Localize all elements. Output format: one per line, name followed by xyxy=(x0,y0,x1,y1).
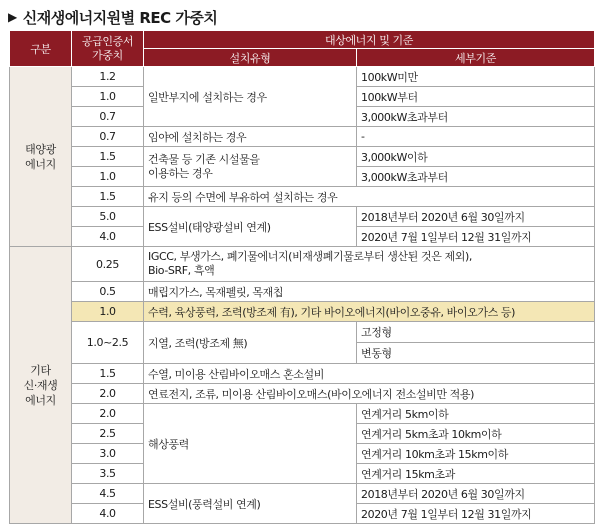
table-row xyxy=(10,247,595,282)
type-cell: ESS설비(풍력설비 연계) xyxy=(144,484,357,524)
header-category: 구분 xyxy=(10,31,72,67)
table-row xyxy=(10,207,595,227)
table-row xyxy=(10,282,595,302)
detail-cell: 2018년부터 2020년 6월 30일까지 xyxy=(357,207,595,227)
table-row xyxy=(10,364,595,384)
table-row xyxy=(10,187,595,207)
detail-cell: 2020년 7월 1일부터 12월 31일까지 xyxy=(357,504,595,524)
category-other: 기타 신·재생 에너지 xyxy=(10,247,72,524)
type-cell: ESS설비(태양광설비 연계) xyxy=(144,207,357,247)
detail-cell: 연계거리 5km이하 xyxy=(357,404,595,424)
type-cell: 수력, 육상풍력, 조력(방조제 有), 기타 바이오에너지(바이오중유, 바이오가스 등) xyxy=(144,302,595,322)
triangle-bullet-icon: ▶ xyxy=(8,10,17,24)
detail-cell: 고정형 xyxy=(357,322,595,343)
header-type: 설치유형 xyxy=(144,49,357,67)
weight-cell: 1.0 xyxy=(72,302,144,322)
weight-cell: 2.0 xyxy=(72,384,144,404)
weight-cell: 0.7 xyxy=(72,107,144,127)
type-cell: 연료전지, 조류, 미이용 산림바이오매스(바이오에너지 전소설비만 적용) xyxy=(144,384,595,404)
weight-cell: 1.5 xyxy=(72,364,144,384)
table-row xyxy=(10,322,595,343)
table-row xyxy=(10,404,595,424)
detail-cell: 연계거리 10km초과 15km이하 xyxy=(357,444,595,464)
table-row-highlighted xyxy=(10,302,595,322)
weight-cell: 0.7 xyxy=(72,127,144,147)
category-solar: 태양광 에너지 xyxy=(10,67,72,247)
detail-cell: 2020년 7월 1일부터 12월 31일까지 xyxy=(357,227,595,247)
type-cell: 일반부지에 설치하는 경우 xyxy=(144,67,357,127)
table-row xyxy=(10,127,595,147)
weight-cell: 4.0 xyxy=(72,504,144,524)
type-cell: 해상풍력 xyxy=(144,404,357,484)
weight-cell: 1.0~2.5 xyxy=(72,322,144,364)
type-cell: 유지 등의 수면에 부유하여 설치하는 경우 xyxy=(144,187,595,207)
weight-cell: 1.5 xyxy=(72,187,144,207)
weight-cell: 4.5 xyxy=(72,484,144,504)
table-row xyxy=(10,384,595,404)
weight-cell: 2.5 xyxy=(72,424,144,444)
header-group: 대상에너지 및 기준 xyxy=(144,31,595,49)
weight-cell: 0.5 xyxy=(72,282,144,302)
detail-cell: 100kW미만 xyxy=(357,67,595,87)
detail-cell: 변동형 xyxy=(357,343,595,364)
title-text: 신재생에너지원별 REC 가중치 xyxy=(22,8,218,27)
table-row xyxy=(10,147,595,167)
header-detail: 세부기준 xyxy=(357,49,595,67)
type-cell: 지열, 조력(방조제 無) xyxy=(144,322,357,364)
table-row xyxy=(10,484,595,504)
detail-cell: 연계거리 15km초과 xyxy=(357,464,595,484)
weight-cell: 1.0 xyxy=(72,167,144,187)
detail-cell: - xyxy=(357,127,595,147)
detail-cell: 3,000kW이하 xyxy=(357,147,595,167)
detail-cell: 2018년부터 2020년 6월 30일까지 xyxy=(357,484,595,504)
type-cell: IGCC, 부생가스, 폐기물에너지(비재생폐기물로부터 생산된 것은 제외), Bio-SRF, 흑액 xyxy=(144,247,595,282)
type-cell: 건축물 등 기존 시설물을 이용하는 경우 xyxy=(144,147,357,187)
type-cell: 임야에 설치하는 경우 xyxy=(144,127,357,147)
rec-weight-table xyxy=(9,31,595,524)
weight-cell: 0.25 xyxy=(72,247,144,282)
type-cell: 수열, 미이용 산림바이오매스 혼소설비 xyxy=(144,364,595,384)
weight-cell: 3.5 xyxy=(72,464,144,484)
weight-cell: 2.0 xyxy=(72,404,144,424)
weight-cell: 1.0 xyxy=(72,87,144,107)
weight-cell: 4.0 xyxy=(72,227,144,247)
detail-cell: 3,000kW초과부터 xyxy=(357,167,595,187)
header-weight: 공급인증서 가중치 xyxy=(72,31,144,67)
type-cell: 매립지가스, 목재펠릿, 목재칩 xyxy=(144,282,595,302)
detail-cell: 100kW부터 xyxy=(357,87,595,107)
table-row xyxy=(10,67,595,87)
weight-cell: 3.0 xyxy=(72,444,144,464)
page-title xyxy=(8,6,217,28)
weight-cell: 1.5 xyxy=(72,147,144,167)
detail-cell: 3,000kW초과부터 xyxy=(357,107,595,127)
weight-cell: 1.2 xyxy=(72,67,144,87)
weight-cell: 5.0 xyxy=(72,207,144,227)
detail-cell: 연계거리 5km초과 10km이하 xyxy=(357,424,595,444)
